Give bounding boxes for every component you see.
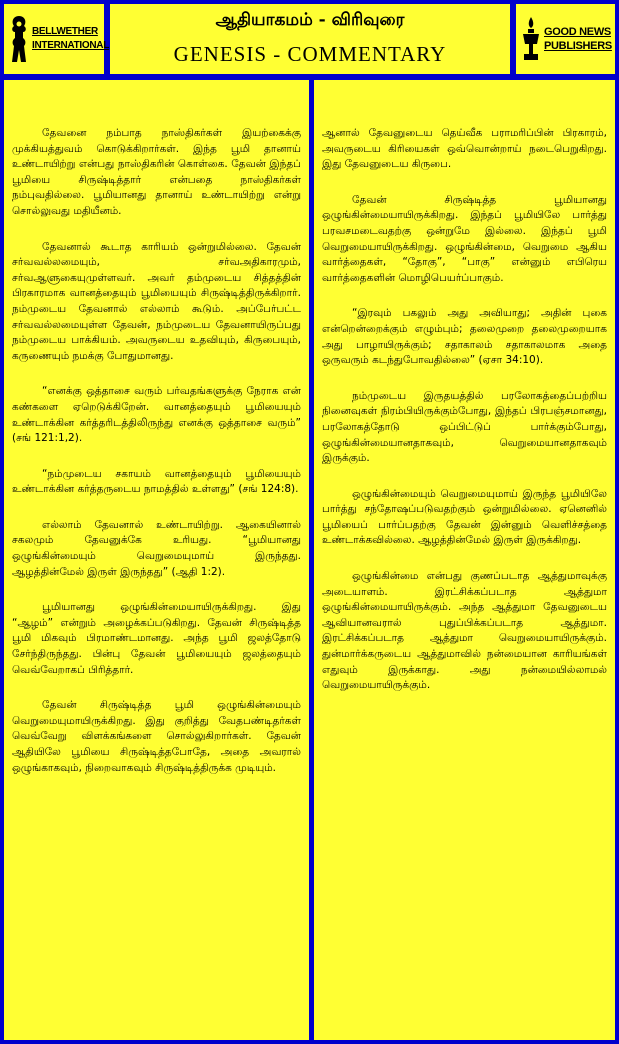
left-column [4,80,309,1040]
left-logo-line2: INTERNATIONAL [32,40,110,51]
tamil-title: ஆதியாகமம் - விரிவுரை [215,10,405,30]
paragraph: தேவனால் கூடாத காரியம் ஒன்றுமில்லை. தேவன் சர்வவல்லமையும், சர்வஅதிகாரமும், சர்வஆளுகையுமுள்ளவர். அவர் தம்முடைய சித்தத்தின் பிரகாரமாக வானத்தையும் பூமியையும் சிருஷ்டித்திருக்கிறார். நம்முடைய தேவனால் எல்லாம் கூடும். அப்பேர்பட்ட சர்வவல்லமையுள்ள தேவன், நம்முடைய தேவனாயிருப்பது நம்முடைய பாக்கியம். அவருடைய உதவியும், கிருபையும், கருணையும் நமக்கு போதுமானது. [12,240,301,362]
bellwether-ram-icon [8,14,30,64]
paragraph: தேவன் சிருஷ்டித்த பூமியானது ஒழுங்கின்மையாயிருக்கிறது. இந்தப் பூமியிலே பார்த்து பரவசமடைவதற்கு ஒன்றுமே இல்லை. இந்தப் பூமி வெறுமையாயிருக்கிறது. ஒழுங்கின்மை, வெறுமை ஆகிய வார்த்தைகள், “தோகு”, “பாகு” என்னும் எபிரெய வார்த்தைகளின் மொழிபெயர்ப்பாகும். [322,193,607,284]
good-news-publishers-logo [516,4,615,74]
paragraph: ஒழுங்கின்மையும் வெறுமையுமாய் இருந்த பூமியிலே பார்த்து சந்தோஷப்படுவதற்கும் ஒன்றுமில்லை. ஏனெனில் பூமியைப் பார்ப்பதற்கு தேவன் இன்னும் வெளிச்சத்தை உண்டாக்கவில்லை. ஆழத்தின்மேல் இருள் இருக்கிறது. [322,487,607,547]
paragraph: “எனக்கு ஒத்தாசை வரும் பர்வதங்களுக்கு நேராக என் கண்களை ஏறெடுக்கிறேன். வானத்தையும் பூமியையும் உண்டாக்கின கர்த்தரிடத்திலிருந்து எனக்கு ஒத்தாசை வரும்” (சங் 121:1,2). [12,385,301,445]
title-banner [110,4,510,74]
paragraph: தேவன் சிருஷ்டித்த பூமி ஒழுங்கின்மையும் வெறுமையுமாயிருக்கிறது. இது குறித்து வேதபண்டிதர்கள் வெவ்வேறு விளக்கங்களை சொல்லுகிறார்கள். தேவன் ஆதியிலே பூமியை சிருஷ்டித்தபோதே, அதை அவரால் ஒழுங்காகவும், நிறைவாகவும் சிருஷ்டித்திருக்க முடியும். [12,699,301,774]
paragraph: நம்முடைய இருதயத்தில் பரலோகத்தைப்பற்றிய நினைவுகள் நிரம்பியிருக்கும்போது, இந்தப் பிரபஞ்சமானது, பரலோகத்தோடு ஒப்பிட்டுப் பார்க்கும்போது, ஒழுங்கின்மையானதாகவும், வெறுமையானதாகவும் இருக்கும். [322,389,607,465]
paragraph: “இரவும் பகலும் அது அவியாது; அதின் புகை என்றென்றைக்கும் எழும்பும்; தலைமுறை தலைமுறையாக அது பாழாயிருக்கும்; சதாகாலம் சதாகாலமாக அதை ஒருவரும் கடந்துபோவதில்லை” (ஏசா 34:10). [322,307,607,367]
right-logo-line1: GOOD NEWS [544,26,611,38]
english-title: GENESIS - COMMENTARY [173,42,447,66]
paragraph: ஆனால் தேவனுடைய தெய்வீக பராமரிப்பின் பிரகாரம், அவருடைய கிரியைகள் ஒவ்வொன்றாய் நடைபெறுகிறது. இது தேவனுடைய கிருபை. [322,127,607,171]
paragraph: ஒழுங்கின்மை என்பது குணப்படாத ஆத்துமாவுக்கு அடையாளம். இரட்சிக்கப்படாத ஆத்துமா ஒழுங்கின்மையாயிருக்கும். அந்த ஆத்துமா தேவனுடைய ஆவியானவரால் புதுப்பிக்கப்படாத ஆத்துமா. இரட்சிக்கப்படாத ஆத்துமா வெறுமையாயிருக்கும். துன்மார்க்கருடைய ஆத்துமாவில் நன்மையான காரியங்கள் எதுவும் இருக்காது. அது நன்மையில்லாமல் வெறுமையாயிருக்கும். [322,570,607,692]
paragraph: தேவனை நம்பாத நாஸ்திகர்கள் இயற்கைக்கு முக்கியத்துவம் கொடுக்கிறார்கள். இந்த பூமி தானாய் உண்டாயிற்று என்பது நாஸ்திகரின் கொள்கை. தேவன் இந்தப் பூமியை சிருஷ்டித்தார் என்பதை நாஸ்திகர்கள் நம்புவதில்லை. பூமியானது தானாய் உண்டாயிற்று என்று சொல்லுவது மதியீனம். [12,127,301,217]
lamp-icon [520,14,542,64]
right-column [314,80,615,1040]
left-logo-line1: BELLWETHER [32,26,98,37]
bellwether-logo [4,4,110,74]
paragraph: எல்லாம் தேவனால் உண்டாயிற்று. ஆகையினால் சகலமும் தேவனுக்கே உரியது. “பூமியானது ஒழுங்கின்மையும் வெறுமையுமாய் இருந்தது. ஆழத்தின்மேல் இருள் இருந்தது” (ஆதி 1:2). [12,518,301,578]
right-logo-line2: PUBLISHERS [544,40,612,52]
paragraph: “நம்முடைய சகாயம் வானத்தையும் பூமியையும் உண்டாக்கின கர்த்தருடைய நாமத்தில் உள்ளது” (சங் 124:8). [12,467,301,496]
paragraph: பூமியானது ஒழுங்கின்மையாயிருக்கிறது. இது “ஆழம்” என்றும் அழைக்கப்படுகிறது. தேவன் சிருஷ்டித்த பூமி மிகவும் பிரமாண்டமானது. அந்த பூமி ஜலத்தோடு சேர்ந்திருந்தது. பின்பு தேவன் பூமியையும் ஜலத்தையும் வெவ்வேறாகப் பிரித்தார். [12,601,301,676]
